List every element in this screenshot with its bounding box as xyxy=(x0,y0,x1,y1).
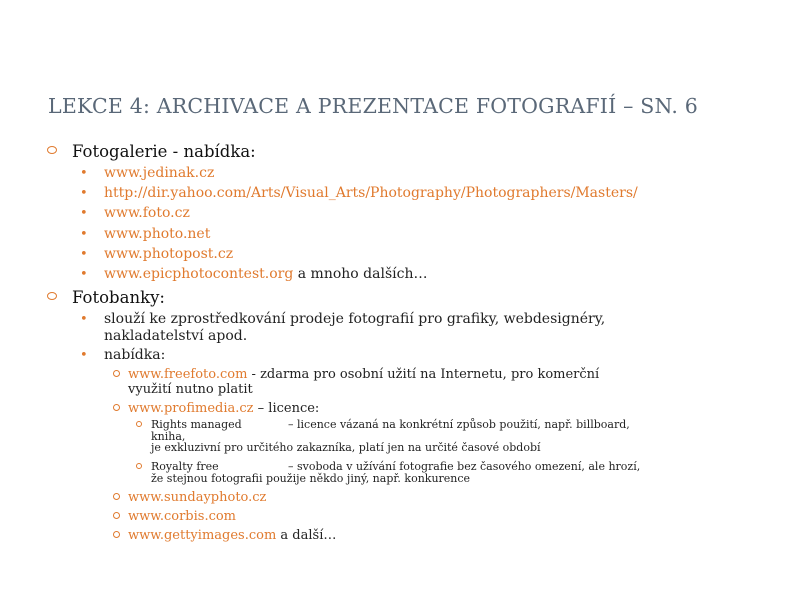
list-item xyxy=(104,205,190,222)
offer-item xyxy=(128,367,599,397)
sub-bullet xyxy=(113,512,120,519)
list-item xyxy=(104,226,210,243)
slide-title: LEKCE 4: ARCHIVACE A PREZENTACE FOTOGRAFIÍ – SN. 6 xyxy=(48,94,699,118)
list-item-line: slouží ke zprostředkování prodeje fotografií pro grafiky, webdesignéry, xyxy=(104,311,606,327)
gallery-link[interactable]: www.photo.net xyxy=(104,226,211,242)
section-bullet xyxy=(47,292,57,300)
list-bullet: • xyxy=(80,186,88,201)
list-item-suffix: a mnoho dalších… xyxy=(293,266,428,282)
list-item-line: nakladatelství apod. xyxy=(104,328,248,344)
sub-bullet xyxy=(113,404,120,411)
offer-line: využití nutno platit xyxy=(128,382,253,397)
offer-suffix: – licence: xyxy=(253,401,320,416)
licence-term: Rights managed xyxy=(151,418,242,431)
licence-desc: – licence vázaná na konkrétní způsob použití, např. billboard, xyxy=(288,418,630,431)
list-item xyxy=(104,311,605,345)
gallery-link[interactable]: www.foto.cz xyxy=(104,205,190,221)
list-bullet: • xyxy=(80,267,88,282)
gallery-link[interactable]: www.photopost.cz xyxy=(104,246,234,262)
section-heading: Fotogalerie - nabídka: xyxy=(72,142,256,161)
offer-item xyxy=(128,528,336,543)
offer-link[interactable]: www.gettyimages.com xyxy=(128,528,277,543)
offer-link[interactable]: www.sundayphoto.cz xyxy=(128,490,267,505)
licence-desc: – svoboda v užívání fotografie bez časového omezení, ale hrozí, xyxy=(288,460,641,473)
list-bullet: • xyxy=(80,348,88,363)
list-bullet: • xyxy=(80,166,88,181)
list-bullet: • xyxy=(80,312,88,327)
licence-line: kniha, xyxy=(151,429,186,443)
list-item xyxy=(104,266,427,283)
gallery-link[interactable]: http://dir.yahoo.com/Arts/Visual_Arts/Photography/Photographers/Masters/ xyxy=(104,185,638,201)
list-item xyxy=(104,165,214,182)
gallery-link[interactable]: www.jedinak.cz xyxy=(104,165,215,181)
licence-item xyxy=(151,460,641,485)
licence-bullet xyxy=(136,421,142,427)
list-item: nabídka: xyxy=(104,347,166,363)
list-bullet: • xyxy=(80,227,88,242)
sub-bullet xyxy=(113,531,120,538)
offer-item xyxy=(128,401,319,416)
offer-suffix: a další… xyxy=(276,528,337,543)
offer-item xyxy=(128,509,236,524)
section-bullet xyxy=(47,146,57,154)
sub-bullet xyxy=(113,370,120,377)
offer-link[interactable]: www.corbis.com xyxy=(128,509,237,524)
offer-suffix: - zdarma pro osobní užití na Internetu, pro komerční xyxy=(247,367,600,382)
section-heading: Fotobanky: xyxy=(72,288,165,307)
list-item xyxy=(104,185,638,202)
list-item xyxy=(104,246,233,263)
licence-item xyxy=(151,418,630,454)
list-bullet: • xyxy=(80,206,88,221)
sub-bullet xyxy=(113,493,120,500)
offer-link[interactable]: www.profimedia.cz xyxy=(128,401,254,416)
gallery-link[interactable]: www.epicphotocontest.org xyxy=(104,266,294,282)
licence-bullet xyxy=(136,463,142,469)
offer-item xyxy=(128,490,266,505)
list-bullet: • xyxy=(80,247,88,262)
offer-link[interactable]: www.freefoto.com xyxy=(128,367,248,382)
licence-term: Royalty free xyxy=(151,460,219,473)
licence-line: je exkluzivní pro určitého zakazníka, platí jen na určité časové období xyxy=(151,441,541,454)
licence-line: že stejnou fotografii použije někdo jiný, např. konkurence xyxy=(151,471,471,485)
